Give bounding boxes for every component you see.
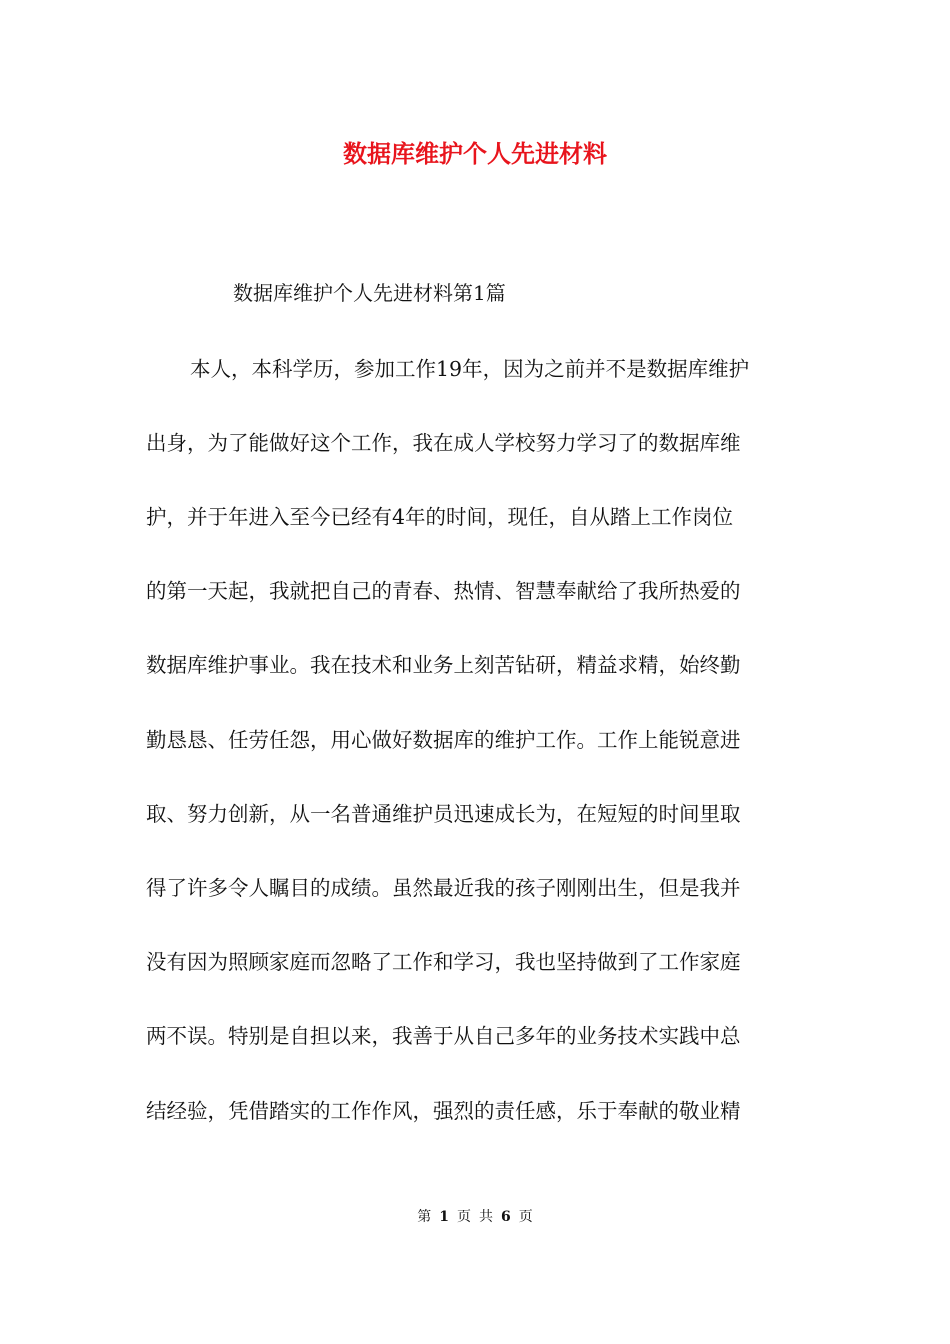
- body-line: 出身，为了能做好这个工作，我在成人学校努力学习了的数据库维: [146, 431, 741, 455]
- body-line: 的第一天起，我就把自己的青春、热情、智慧奉献给了我所热爱的: [146, 579, 741, 603]
- page-footer: [0, 1207, 950, 1227]
- footer-current-page: 1: [439, 1209, 449, 1225]
- footer-total-unit: 页: [518, 1209, 533, 1225]
- footer-page-label: 第: [417, 1209, 432, 1225]
- document-title: 数据库维护个人先进材料: [343, 139, 607, 168]
- body-line: 没有因为照顾家庭而忽略了工作和学习，我也坚持做到了工作家庭: [146, 950, 741, 974]
- footer-total-pages: 6: [501, 1209, 511, 1225]
- footer-total-label: 共: [479, 1209, 493, 1225]
- body-line: 护，并于年进入至今已经有4年的时间，现任，自从踏上工作岗位: [146, 505, 734, 529]
- body-line: 本人，本科学历，参加工作19年，因为之前并不是数据库维护: [190, 357, 750, 381]
- body-line: 数据库维护事业。我在技术和业务上刻苦钻研，精益求精，始终勤: [146, 653, 741, 677]
- body-line: 得了许多令人瞩目的成绩。虽然最近我的孩子刚刚出生，但是我并: [146, 876, 741, 900]
- footer-page-unit: 页: [457, 1209, 471, 1225]
- body-line: 取、努力创新，从一名普通维护员迅速成长为，在短短的时间里取: [146, 802, 741, 826]
- body-line: 勤恳恳、任劳任怨，用心做好数据库的维护工作。工作上能锐意进: [146, 728, 741, 752]
- body-line: 两不误。特别是自担以来，我善于从自己多年的业务技术实践中总: [146, 1024, 741, 1048]
- body-line: 结经验，凭借踏实的工作作风，强烈的责任感，乐于奉献的敬业精: [146, 1099, 741, 1123]
- section-heading: 数据库维护个人先进材料第1篇: [233, 281, 506, 305]
